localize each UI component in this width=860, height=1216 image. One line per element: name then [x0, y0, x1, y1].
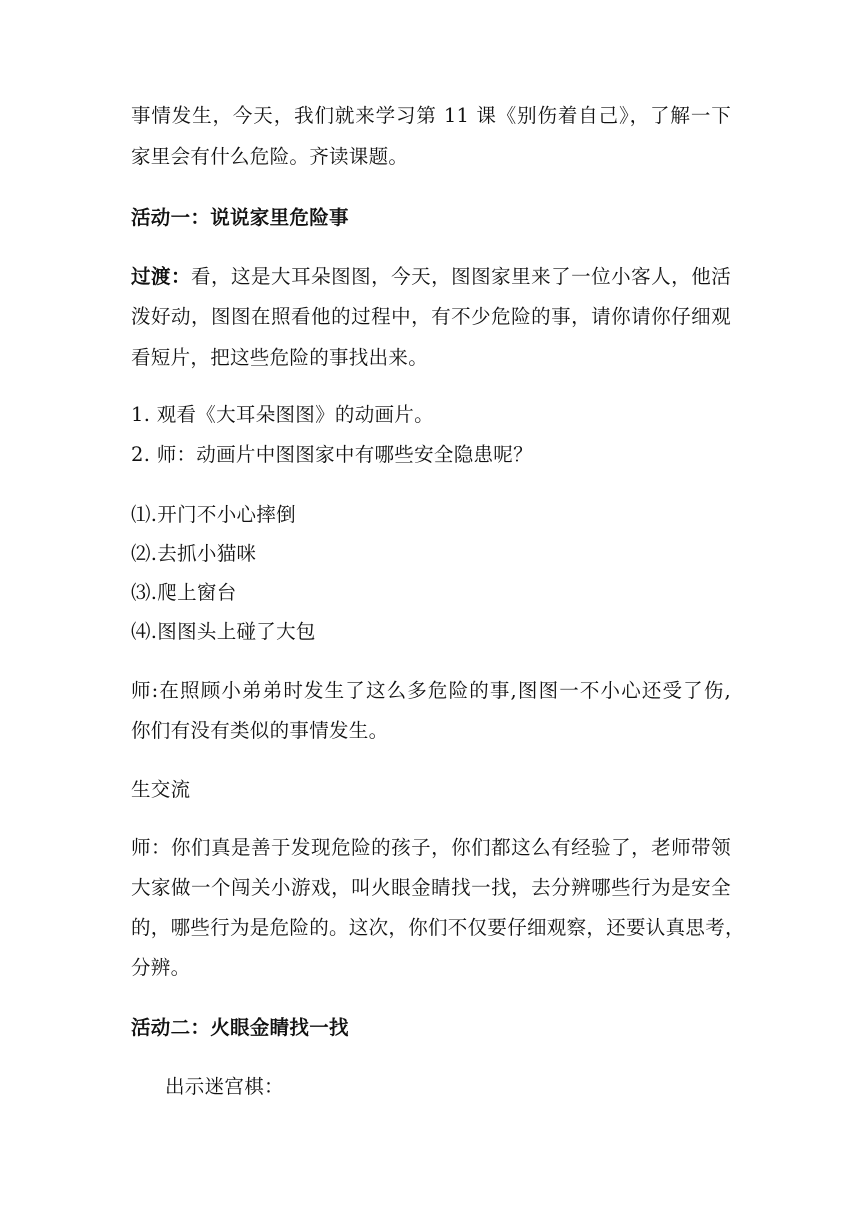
transition-line-1: [131, 264, 731, 290]
transition-label: 过渡：: [131, 265, 192, 288]
teacher-remark-line-1: 师:在照顾小弟弟时发生了这么多危险的事,图图一不小心还受了伤,: [131, 679, 731, 702]
intro-paragraph-line-1: 事情发生，今天，我们就来学习第 11 课《别伤着自己》，了解一下: [131, 104, 731, 127]
teacher-game-line-4: 分辨。: [131, 956, 191, 979]
transition-line-2: 泼好动，图图在照看他的过程中，有不少危险的事，请你请你仔细观: [131, 305, 731, 328]
hazard-item-3: ⑶.爬上窗台: [131, 581, 237, 604]
hazard-item-4: ⑷.图图头上碰了大包: [131, 620, 316, 643]
teacher-game-line-3: 的，哪些行为是危险的。这次，你们不仅要仔细观察，还要认真思考，: [131, 916, 745, 939]
intro-paragraph-line-2: 家里会有什么危险。齐读课题。: [131, 145, 409, 168]
activity-two-heading: 活动二：火眼金睛找一找: [131, 1016, 349, 1039]
student-exchange: 生交流: [131, 778, 191, 801]
teacher-game-line-1: 师：你们真是善于发现危险的孩子，你们都这么有经验了，老师带领: [131, 836, 731, 859]
maze-intro: 出示迷宫棋：: [165, 1075, 284, 1098]
teacher-game-line-2: 大家做一个闯关小游戏，叫火眼金睛找一找，去分辨哪些行为是安全: [131, 876, 731, 899]
numbered-step-2: 2. 师：动画片中图图家中有哪些安全隐患呢？: [131, 443, 533, 466]
hazard-item-1: ⑴.开门不小心摔倒: [131, 503, 296, 526]
numbered-step-1: 1. 观看《大耳朵图图》的动画片。: [131, 403, 434, 426]
transition-line-1-text: 看，这是大耳朵图图，今天，图图家里来了一位小客人，他活: [191, 265, 731, 288]
transition-line-3: 看短片，把这些危险的事找出来。: [131, 346, 429, 369]
activity-one-heading: 活动一：说说家里危险事: [131, 206, 349, 229]
hazard-item-2: ⑵.去抓小猫咪: [131, 542, 257, 565]
teacher-remark-line-2: 你们有没有类似的事情发生。: [131, 719, 389, 742]
